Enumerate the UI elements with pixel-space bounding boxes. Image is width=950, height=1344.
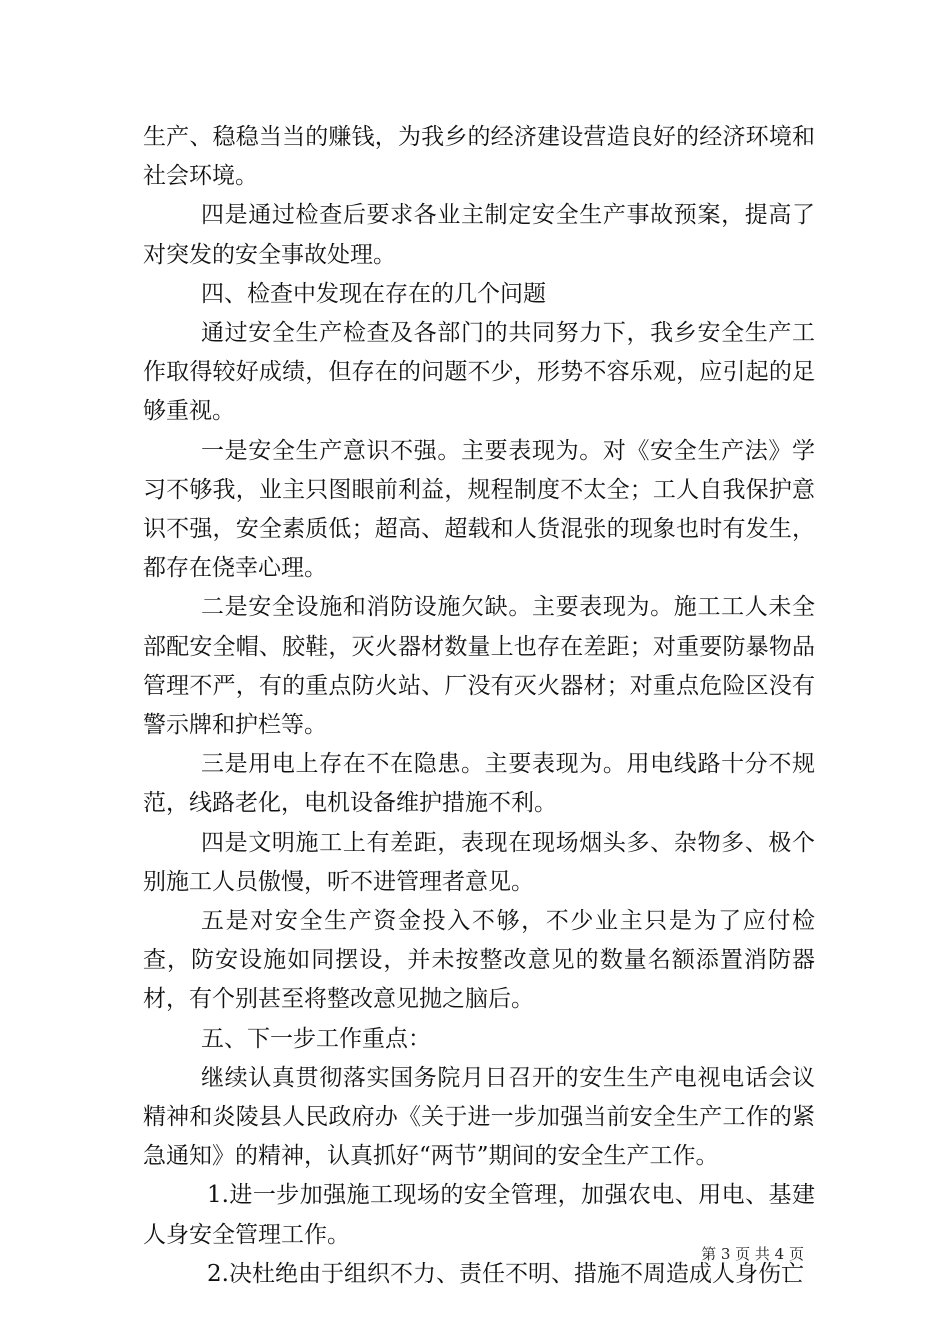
list-item-1: 1.进一步加强施工现场的安全管理，加强农电、用电、基建人身安全管理工作。 [143, 1182, 815, 1248]
paragraph-next-steps-intro: 继续认真贯彻落实国务院月日召开的安生生产电视电话会议精神和炎陵县人民政府办《关于进一步加强当前安全生产工作的紧急通知》的精神，认真抓好“两节”期间的安全生产工作。 [143, 1064, 815, 1170]
paragraph-problem-awareness: 一是安全生产意识不强。主要表现为。对《安全生产法》学习不够我，业主只图眼前利益，规程制度不太全；工人自我保护意识不强，安全素质低；超高、超载和人货混张的现象也时有发生，都存在侥幸心理。 [143, 437, 815, 582]
paragraph-problem-electricity: 三是用电上存在不在隐患。主要表现为。用电线路十分不规范，线路老化，电机设备维护措施不利。 [143, 751, 815, 817]
paragraph-problem-funding: 五是对安全生产资金投入不够，不少业主只是为了应付检查，防安设施如同摆设，并未按整改意见的数量名额添置消防器材，有个别甚至将整改意见抛之脑后。 [143, 908, 815, 1013]
paragraph-emergency-plan: 四是通过检查后要求各业主制定安全生产事故预案，提高了对突发的安全事故处理。 [143, 202, 815, 268]
paragraph-continuation: 生产、稳稳当当的赚钱，为我乡的经济建设营造良好的经济环境和社会环境。 [143, 124, 815, 190]
page-number-footer: 第 3 页 共 4 页 [701, 1245, 804, 1263]
paragraph-problem-facilities: 二是安全设施和消防设施欠缺。主要表现为。施工工人未全部配安全帽、胶鞋，灭火器材数量上也存在差距；对重要防暴物品管理不严，有的重点防火站、厂没有灭火器材；对重点危险区没有警示牌和护栏等。 [143, 594, 815, 739]
paragraph-problems-intro: 通过安全生产检查及各部门的共同努力下，我乡安全生产工作取得较好成绩，但存在的问题不少，形势不容乐观，应引起的足够重视。 [143, 320, 815, 425]
paragraph-problem-civilized-construction: 四是文明施工上有差距，表现在现场烟头多、杂物多、极个别施工人员傲慢，听不进管理者意见。 [143, 829, 815, 895]
list-item-2: 2.决杜绝由于组织不力、责任不明、措施不周造成人身伤亡 [207, 1260, 804, 1287]
section-heading-next-steps: 五、下一步工作重点： [201, 1025, 431, 1052]
document-body [143, 118, 815, 1294]
section-heading-problems: 四、检查中发现在存在的几个问题 [201, 280, 546, 307]
